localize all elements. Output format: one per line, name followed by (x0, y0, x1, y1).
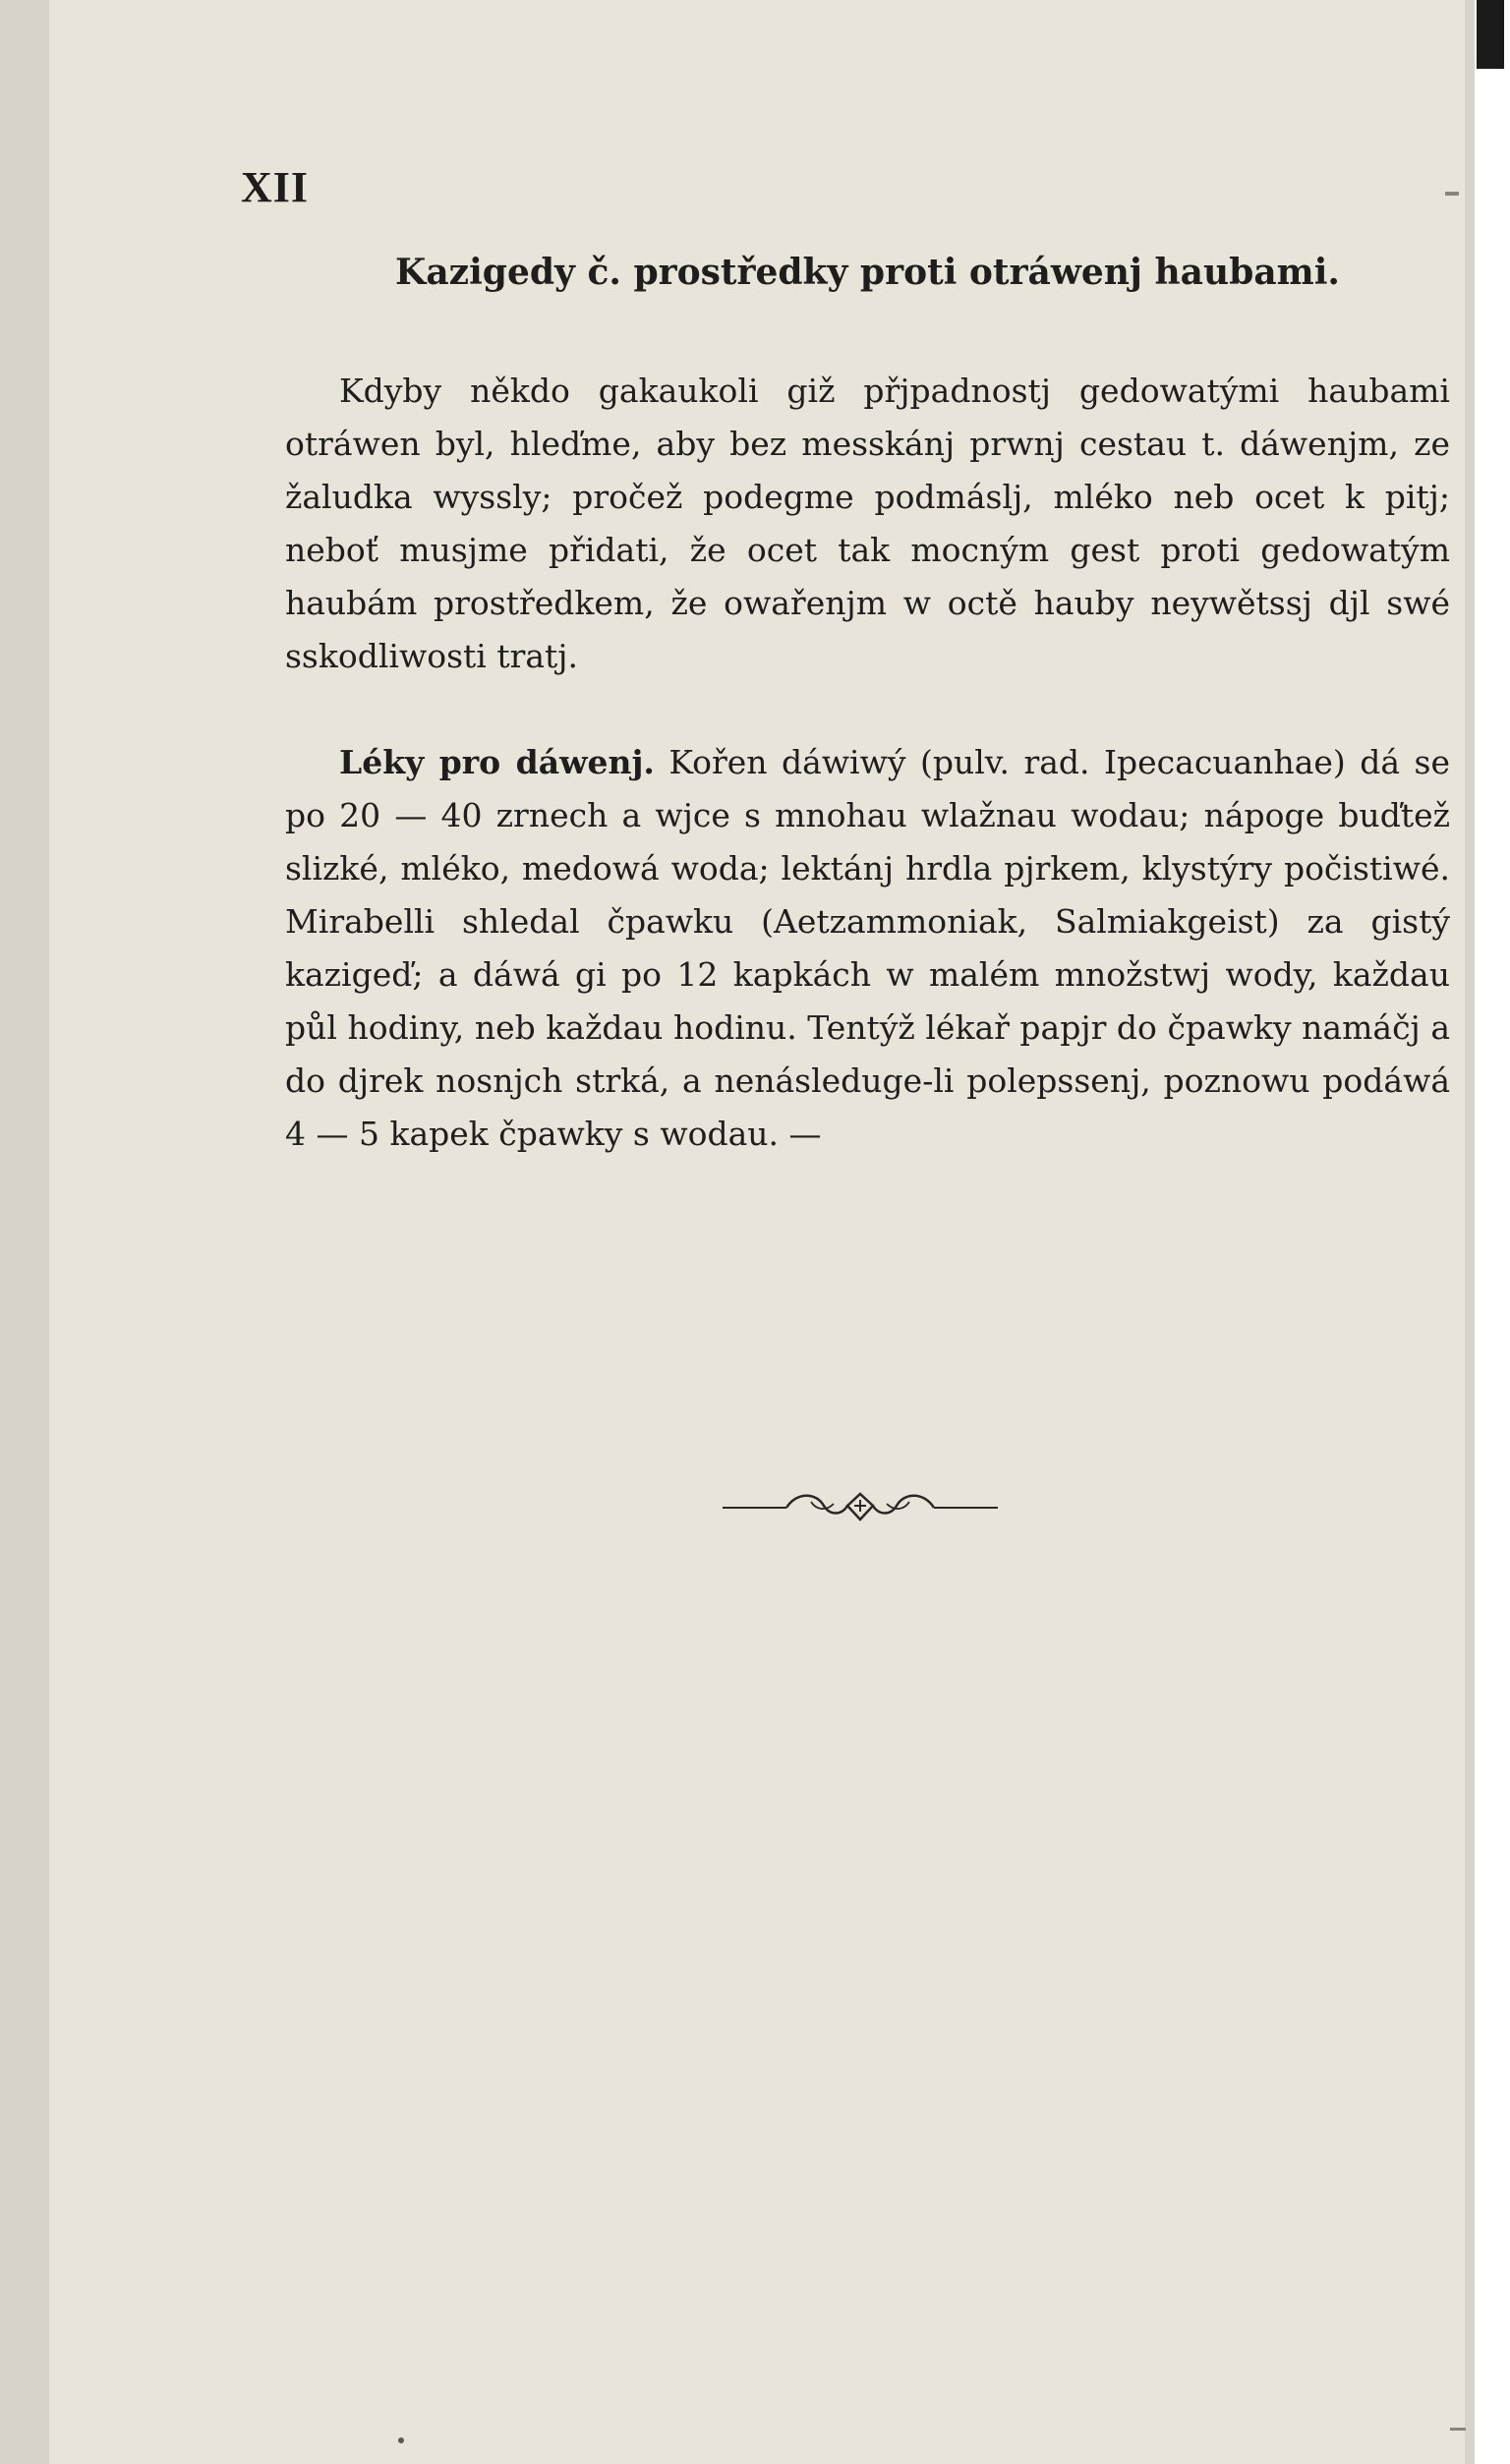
section-heading: Kazigedy č. prostředky proti otráwenj haubami. (395, 252, 1340, 293)
text-block (285, 251, 1450, 1161)
binding-shadow (1477, 0, 1504, 69)
book-page (49, 0, 1465, 2464)
paragraph-2 (285, 736, 1450, 1161)
paragraph-1 (285, 365, 1450, 683)
margin-mark-lower-right (1450, 2428, 1466, 2431)
margin-dot-bottom (398, 2437, 404, 2443)
paragraph-2-lead: Léky pro dáwenj. (339, 743, 655, 781)
page-number: XII (241, 163, 310, 211)
margin-mark-right (1445, 192, 1459, 196)
ornament-divider-icon (718, 1482, 1003, 1531)
paragraph-2-text: Kořen dáwiwý (pulv. rad. Ipecacuanhae) dá se po 20 — 40 zrnech a wjce s mnohau wlažnau wodau; nápoge buďtež slizké, mléko, medowá woda; lektánj hrdla pjrkem, klystýry počistiwé. Mirabelli shledal čpawku (Aetzammoniak, Salmiakgeist) za gistý kazigeď; a dáwá gi po 12 kapkách w malém množstwj wody, každau půl hodiny, neb každau hodinu. Tentýž lékař papjr do čpawky namáčj a do djrek nosnjch strká, a nenásleduge-li polepssenj, poznowu podáwá 4 — 5 kapek čpawky s wodau. — (285, 743, 1450, 1153)
scan-edge (1475, 0, 1510, 2464)
paragraph-1-text: Kdyby někdo gakaukoli giž přjpadnostj gedowatými haubami otráwen byl, hleďme, aby bez messkánj prwnj cestau t. dáwenjm, ze žaludka wyssly; pročež podegme podmáslj, mléko neb ocet k pitj; neboť musjme přidati, že ocet tak mocným gest proti gedowatým haubám prostředkem, že owařenjm w octě hauby neywětssj djl swé sskodliwosti tratj. (285, 372, 1450, 675)
